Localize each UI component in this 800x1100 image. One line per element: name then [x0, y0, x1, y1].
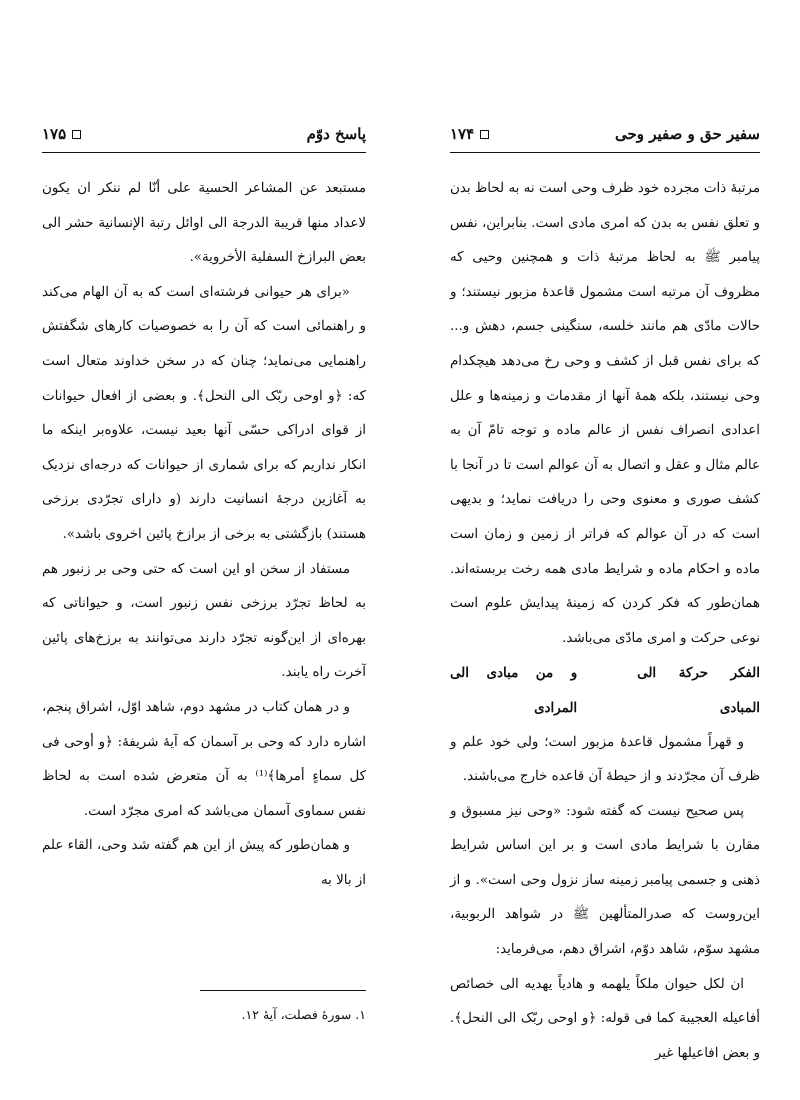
header-rule [42, 152, 366, 153]
header-rule [450, 152, 760, 153]
page-number [42, 125, 81, 143]
page-header [450, 125, 760, 155]
paragraph: «برای هر حیوانی فرشته‌ای است که به آن الهام می‌کند و راهنمائی است که آن را به خصوصیات کارهای شگفتش راهنمایی می‌نماید؛ چنان که در سخن خداوند متعال است که: ﴿و اوحی ربّک الی النحل﴾. و بعضی از افعال حیوانات از قوای ادراکی حسّی آنها بعید نیست، علاوه‌بر اینکه ما انکار نداریم که برای شماری از حیوانات که درجه‌ای نزدیک به آغازین درجهٔ انسانیت دارند (و دارای تجرّدی برزخی هستند) بازگشتی به برخی از برازخ پائین اخروی باشد». [42, 284, 366, 542]
running-title: سفیر حق و صفیر وحی [614, 125, 760, 143]
page-174 [400, 0, 800, 1100]
page-number [450, 125, 489, 143]
footnote-rule [200, 990, 366, 991]
page-header [42, 125, 366, 155]
paragraph: و در همان کتاب در مشهد دوم، شاهد اوّل، اشراق پنجم، اشاره دارد که وحی بر آسمان که آیهٔ شریفهٔ: ﴿و أوحی فی کل سماءٍ أمرها﴾⁽¹⁾ به آن متعرض شده است به لحاظ نفس سماوی آسمان می‌باشد که امری مجرّد است. [42, 699, 366, 819]
paragraph: و همان‌طور که پیش از این هم گفته شد وحی، القاء علم از بالا به [42, 838, 366, 888]
running-title: پاسخ دوّم [306, 125, 366, 143]
verse [450, 656, 760, 725]
paragraph: مستبعد عن المشاعر الحسیة علی أنّا لم ننکر ان یکون لاعداد منها قریبة الدرجة الی اوائل رتبة الإنسانیة حشر الی بعض البرازخ السفلیة الأخرویة». [42, 181, 366, 266]
verse-hemistich-right: الفکر حرکة الی المبادی [637, 665, 760, 716]
page-body [42, 172, 366, 898]
paragraph: مرتبهٔ ذات مجرده خود ظرف وحی است نه به لحاظ بدن و تعلق نفس به بدن که امری مادی است. بنابراین، نفس پیامبر ﷺ به لحاظ مرتبهٔ ذات و همچنین وحیی که مظروف آن مرتبه است مشمول قاعدهٔ مزبور نیستند؛ و حالات مادّی هم مانند خلسه، سنگینی جسم، دهش و... که برای نفس قبل از کشف و وحی رخ می‌دهد هیچکدام وحی نیستند، بلکه همهٔ آنها از مقدمات و زمینه‌ها و علل اعدادی انصراف نفس از عالم ماده و توجه تامّ آن به عالم مثال و عقل و اتصال به آن عوالم است تا در آنجا با کشف صوری و معنوی وحی را دریافت نماید؛ و بدیهی است که در آن عوالم که فراتر از زمین و زمان است ماده و احکام ماده و شرایط مادی همه رخت بربسته‌اند. همان‌طور که فکر کردن که زمینهٔ پیدایش علوم است نوعی حرکت و امری مادّی می‌باشد. [450, 181, 760, 646]
square-icon [480, 130, 489, 139]
footnote: ۱. سورهٔ فصلت، آیهٔ ۱۲. [241, 1007, 366, 1022]
verse-hemistich-left: و من مبادی الی المرادی [450, 665, 578, 716]
paragraph: مستفاد از سخن او این است که حتی وحی بر زنبور هم به لحاظ تجرّد برزخی نفس زنبور است، و حیواناتی که بهره‌ای از این‌گونه تجرّد دارند می‌توانند به برزخ‌های پائین آخرت راه یابند. [42, 561, 366, 681]
paragraph: ان لکل حیوان ملکاً یلهمه و هادیاً یهدیه الی خصائص أفاعیله العجیبة کما فی قوله: ﴿و اوحی ربّک الی النحل﴾. و بعض افاعیلها غیر [450, 976, 760, 1061]
paragraph: پس صحیح نیست که گفته شود: «وحی نیز مسبوق و مقارن با شرایط مادی است و بر این اساس شرایط ذهنی و جسمی پیامبر زمینه ساز نزول وحی است». و از این‌روست که صدرالمتألهین ﷺ در شواهد الربوبیة، مشهد سوّم، شاهد دوّم، اشراق دهم، می‌فرماید: [450, 803, 760, 958]
page-number-text: ۱۷۵ [42, 125, 67, 143]
paragraph: و قهراً مشمول قاعدهٔ مزبور است؛ ولی خود علم و ظرف آن مجرّدند و از حیطهٔ آن قاعده خارج می‌باشند. [450, 734, 760, 785]
page-body [450, 172, 760, 1071]
square-icon [72, 130, 81, 139]
page-number-text: ۱۷۴ [450, 125, 475, 143]
